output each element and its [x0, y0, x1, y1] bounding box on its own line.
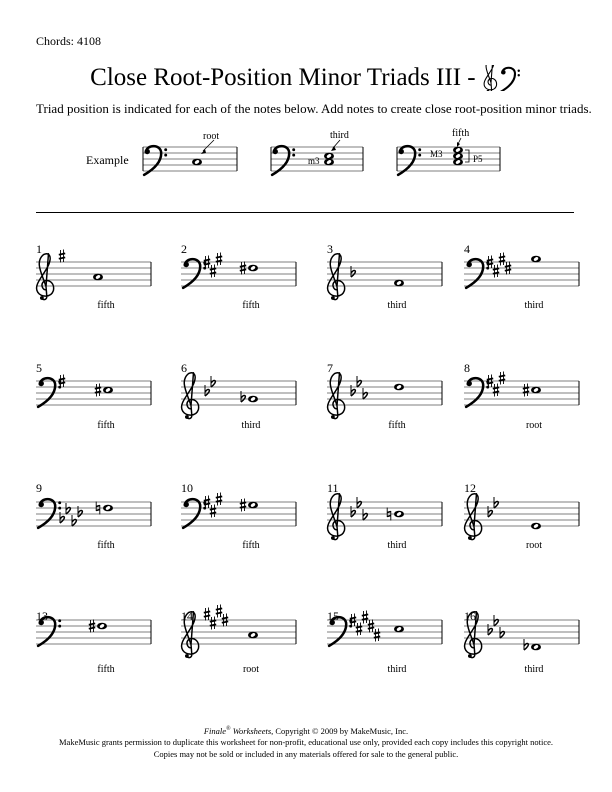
- exercise-number: 5: [36, 361, 42, 375]
- treble-clef-icon: [465, 494, 482, 540]
- key-signature: [351, 497, 367, 520]
- exercise-number: 13: [36, 609, 48, 623]
- exercise-position: root: [525, 540, 543, 551]
- footer-line-2: MakeMusic grants permission to duplicate this worksheet for non-profit, educational use only, provided each copy includes this copyright notice.: [59, 737, 553, 748]
- exercise-position: fifth: [242, 300, 260, 311]
- exercise-number: 12: [464, 481, 476, 495]
- exercise-4: [464, 253, 579, 288]
- annotation-m3: m3: [308, 156, 320, 166]
- exercise-number: 2: [181, 242, 187, 256]
- exercise-number: 15: [327, 609, 339, 623]
- exercise-position: fifth: [388, 420, 406, 431]
- bass-clef-icon: [38, 378, 61, 407]
- exercise-15: [327, 611, 442, 646]
- treble-clef-icon: [328, 494, 345, 540]
- exercise-number: 4: [464, 242, 470, 256]
- note-Bb: [241, 391, 258, 402]
- key-signature: [488, 615, 504, 638]
- exercise-position: third: [241, 420, 261, 431]
- key-signature: [59, 250, 65, 263]
- exercise-2: [181, 253, 296, 288]
- exercise-3: [327, 254, 442, 300]
- footer-line-3: Copies may not be sold or included in any materials offered for sale to the general public.: [153, 748, 459, 759]
- exercise-number: 11: [327, 481, 339, 495]
- exercise-number: 10: [181, 481, 193, 495]
- exercise-position: third: [524, 664, 544, 675]
- exercise-11: [327, 494, 442, 540]
- treble-clef-icon: [182, 373, 199, 419]
- footer: [0, 724, 612, 760]
- exercise-position: third: [524, 300, 544, 311]
- exercise-number: 1: [36, 242, 42, 256]
- exercise-12: [464, 494, 579, 540]
- exercise-position: root: [242, 664, 260, 675]
- exercise-number: 3: [327, 242, 333, 256]
- bass-clef-icon: [38, 499, 61, 528]
- worksheet-code: Chords: 4108: [36, 34, 102, 48]
- exercise-position: fifth: [97, 664, 115, 675]
- note-E: [531, 523, 541, 530]
- note-E#: [240, 499, 258, 512]
- exercise-position: root: [525, 420, 543, 431]
- exercise-number: 14: [181, 609, 193, 623]
- exercise-position: fifth: [97, 540, 115, 551]
- note-E: [531, 256, 541, 263]
- note-D: [394, 384, 404, 391]
- exercise-number: 6: [181, 361, 187, 375]
- bass-clef-icon: [183, 499, 206, 528]
- exercise-position: third: [387, 664, 407, 675]
- note-C#: [523, 384, 541, 397]
- annotation-P5: P5: [473, 154, 483, 164]
- exercise-1: [36, 250, 151, 300]
- exercise-position: third: [387, 540, 407, 551]
- instructions: Triad position is indicated for each of the notes below. Add notes to create close root-position minor triads.: [36, 101, 592, 116]
- note-Db: [524, 639, 541, 650]
- exercise-8: [464, 372, 579, 407]
- exercise-6: [181, 373, 296, 419]
- exercise-position: fifth: [242, 540, 260, 551]
- bass-clef-icon: [466, 259, 489, 288]
- note-G: [394, 280, 404, 287]
- note-A: [248, 632, 258, 639]
- annotation-root: root: [203, 131, 220, 142]
- exercise-number: 8: [464, 361, 470, 375]
- note-D#: [95, 384, 113, 397]
- exercise-position: fifth: [97, 420, 115, 431]
- key-signature: [351, 266, 355, 277]
- bass-clef-icon: [466, 378, 489, 407]
- note-G: [93, 274, 103, 281]
- exercise-16: [464, 612, 579, 658]
- exercise-position: fifth: [97, 300, 115, 311]
- exercise-7: [327, 373, 442, 419]
- footer-line-1: Finale® Worksheets, Copyright © 2009 by MakeMusic, Inc.: [203, 725, 409, 736]
- treble-clef-icon: [328, 254, 345, 300]
- treble-clef-icon: [328, 373, 345, 419]
- exercise-position: third: [387, 300, 407, 311]
- annotation-fifth: fifth: [452, 128, 470, 139]
- note-D: [394, 626, 404, 633]
- key-signature: [60, 503, 82, 526]
- exercise-13: [36, 617, 151, 646]
- exercise-5: [36, 375, 151, 407]
- exercise-number: 7: [327, 361, 333, 375]
- exercise-10: [181, 493, 296, 528]
- exercise-9: [36, 499, 151, 528]
- example-label: Example: [86, 153, 129, 167]
- key-signature: [351, 376, 367, 399]
- exercise-number: 9: [36, 481, 42, 495]
- annotation-M3: M3: [430, 149, 443, 159]
- bass-clef-icon: [183, 259, 206, 288]
- treble-clef-icon: [37, 254, 54, 300]
- exercise-number: 16: [464, 609, 476, 623]
- title-text: Close Root-Position Minor Triads III -: [90, 64, 482, 91]
- exercise-14: [181, 605, 296, 658]
- annotation-third: third: [330, 130, 349, 141]
